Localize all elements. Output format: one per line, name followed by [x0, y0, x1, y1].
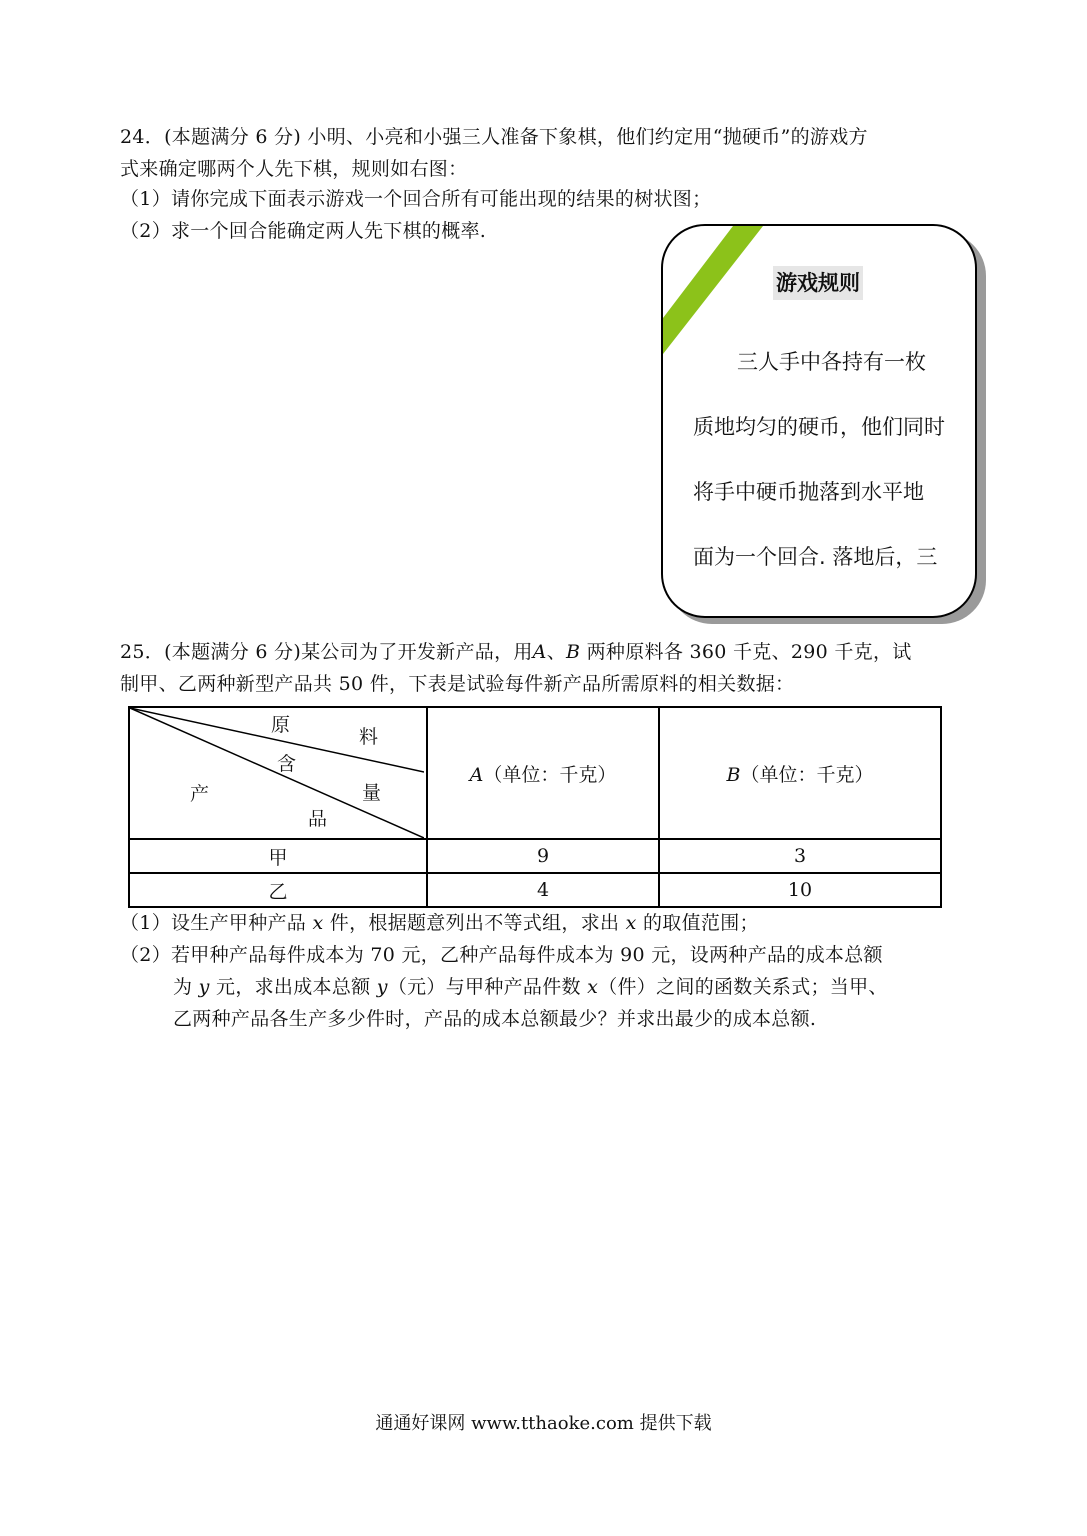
var-x: x [587, 976, 599, 998]
col-header-a [427, 707, 659, 839]
q25-line-1-text-end: 两种原料各 360 千克、290 千克，试 [580, 641, 912, 663]
col-b-unit: （单位：千克） [740, 763, 874, 786]
q25-part-2-line-3: 乙两种产品各生产多少件时，产品的成本总额最少？并求出最少的成本总额. [173, 1008, 817, 1030]
q25-separator: 、 [546, 641, 567, 663]
product-cell: 乙 [129, 873, 427, 907]
q24-line-2: 式来确定哪两个人先下棋，规则如右图： [120, 158, 468, 180]
var-x: x [312, 912, 324, 934]
page-footer: 通通好课网 www.tthaoke.com 提供下载 [375, 1413, 712, 1434]
rules-card-title: 游戏规则 [773, 266, 863, 300]
var-y: y [376, 976, 388, 998]
rules-card-line: 面为一个回合. 落地后，三 [693, 545, 938, 569]
q25-part-2-line-2 [173, 975, 888, 999]
var-x: x [625, 912, 637, 934]
q25-part-1-text: （1）设生产甲种产品 [120, 912, 313, 934]
q24-part-1: （1）请你完成下面表示游戏一个回合所有可能出现的结果的树状图； [120, 188, 712, 210]
q25-line-1 [120, 640, 912, 664]
material-a-cell: 4 [427, 873, 659, 907]
product-cell: 甲 [129, 839, 427, 873]
q25-part-1 [120, 911, 759, 935]
table-header-row [129, 707, 941, 839]
q24-line-1: 24．(本题满分 6 分) 小明、小亮和小强三人准备下象棋，他们约定用“抛硬币”的游戏方 [120, 126, 868, 148]
q25-line-1-text: 25．(本题满分 6 分)某公司为了开发新产品，用 [120, 641, 533, 663]
diag-label-liang: 量 [362, 782, 382, 804]
rules-card [661, 224, 977, 618]
var-y: y [198, 976, 210, 998]
q25-part-2-text-c: （元）与甲种产品件数 [387, 976, 588, 998]
diag-label-han: 含 [277, 753, 297, 775]
material-b-cell: 3 [659, 839, 941, 873]
q25-var-b: B [566, 641, 581, 663]
q25-line-2: 制甲、乙两种新型产品共 50 件，下表是试验每件新产品所需原料的相关数据： [120, 673, 795, 695]
q25-part-2-text-a: 为 [173, 976, 199, 998]
col-header-b [659, 707, 941, 839]
rules-card-line: 将手中硬币抛落到水平地 [693, 480, 924, 504]
diag-label-yuan: 原 [271, 714, 291, 736]
q25-part-1-text-end: 的取值范围； [636, 912, 759, 934]
material-a-cell: 9 [427, 839, 659, 873]
col-b-letter: B [726, 763, 741, 786]
card-corner-stripe [663, 226, 783, 366]
q25-part-2-line-1: （2）若甲种产品每件成本为 70 元，乙种产品每件成本为 90 元，设两种产品的成本总额 [120, 944, 883, 966]
q25-part-1-text-mid: 件，根据题意列出不等式组，求出 [323, 912, 626, 934]
diag-label-pin: 品 [308, 808, 328, 830]
material-table [128, 706, 942, 908]
q25-part-2-text-d: （件）之间的函数关系式；当甲、 [598, 976, 888, 998]
material-b-cell: 10 [659, 873, 941, 907]
rules-card-line: 三人手中各持有一枚 [737, 350, 926, 374]
diagonal-header-cell [129, 707, 427, 839]
rules-card-line: 质地均匀的硬币，他们同时 [693, 415, 945, 439]
col-a-unit: （单位：千克） [483, 763, 617, 786]
table-row [129, 873, 941, 907]
q25-part-2-text-b: 元，求出成本总额 [209, 976, 377, 998]
q24-part-2: （2）求一个回合能确定两人先下棋的概率. [120, 220, 487, 242]
col-a-letter: A [469, 763, 484, 786]
table-row [129, 839, 941, 873]
diag-label-liao: 料 [359, 726, 379, 748]
q25-var-a: A [532, 641, 547, 663]
diag-label-chan: 产 [190, 783, 210, 805]
